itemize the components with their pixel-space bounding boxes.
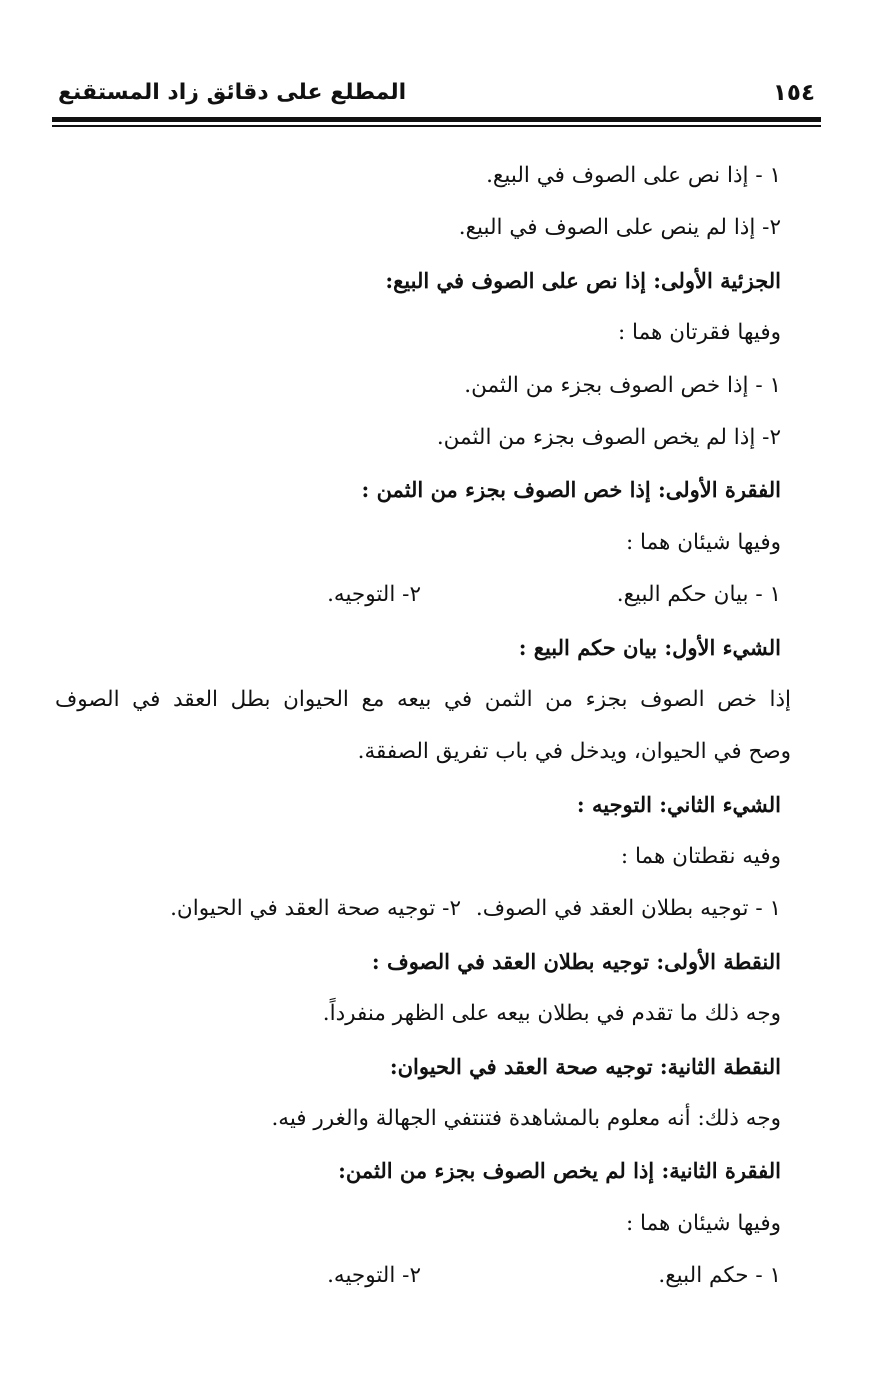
list-item: ١ - بيان حكم البيع. (616, 582, 781, 608)
paragraph: وفيها شيئان هما : (625, 529, 781, 555)
paragraph: وفيها شيئان هما : (625, 1210, 781, 1236)
page-header (52, 78, 821, 118)
list-item: ١ - إذا خص الصوف بجزء من الثمن. (464, 372, 781, 398)
list-item: ٢- التوجيه. (327, 1263, 421, 1289)
page-body (55, 150, 791, 1303)
section-heading: النقطة الأولى: توجيه بطلان العقد في الصوف : (371, 948, 781, 974)
two-column-list (55, 569, 781, 621)
list-item: ٢- التوجيه. (327, 582, 421, 608)
list-item: ١ - توجيه بطلان العقد في الصوف. (475, 896, 781, 922)
paragraph: وفيها فقرتان هما : (617, 320, 781, 346)
section-heading: الجزئية الأولى: إذا نص على الصوف في البيع: (385, 267, 781, 293)
section-heading: النقطة الثانية: توجيه صحة العقد في الحيوان: (389, 1053, 781, 1079)
paragraph: وجه ذلك: أنه معلوم بالمشاهدة فتنتفي الجهالة والغرر فيه. (271, 1106, 781, 1132)
section-heading: الفقرة الثانية: إذا لم يخص الصوف بجزء من الثمن: (338, 1158, 781, 1184)
section-heading: الشيء الثاني: التوجيه : (576, 791, 781, 817)
paragraph: وجه ذلك ما تقدم في بطلان بيعه على الظهر منفرداً. (322, 1001, 781, 1027)
list-item: ٢- توجيه صحة العقد في الحيوان. (170, 896, 461, 922)
page-number: ١٥٤ (772, 80, 815, 106)
header-rule-thick (52, 117, 821, 122)
header-rule-thin (52, 125, 821, 127)
book-title: المطلع على دقائق زاد المستقنع (58, 80, 407, 105)
list-item: ١ - إذا نص على الصوف في البيع. (486, 163, 781, 188)
list-item: ١ - حكم البيع. (658, 1263, 781, 1289)
list-item: ٢- إذا لم ينص على الصوف في البيع. (458, 215, 781, 241)
paragraph: وفيه نقطتان هما : (620, 844, 781, 870)
section-heading: الفقرة الأولى: إذا خص الصوف بجزء من الثمن : (361, 477, 781, 503)
paragraph: وصح في الحيوان، ويدخل في باب تفريق الصفقة. (357, 739, 791, 765)
list-item: ٢- إذا لم يخص الصوف بجزء من الثمن. (436, 424, 781, 450)
two-column-list (55, 883, 781, 935)
section-heading: الشيء الأول: بيان حكم البيع : (518, 634, 781, 660)
two-column-list (55, 1250, 781, 1302)
paragraph: إذا خص الصوف بجزء من الثمن في بيعه مع الحيوان بطل العقد في الصوف (55, 686, 791, 712)
